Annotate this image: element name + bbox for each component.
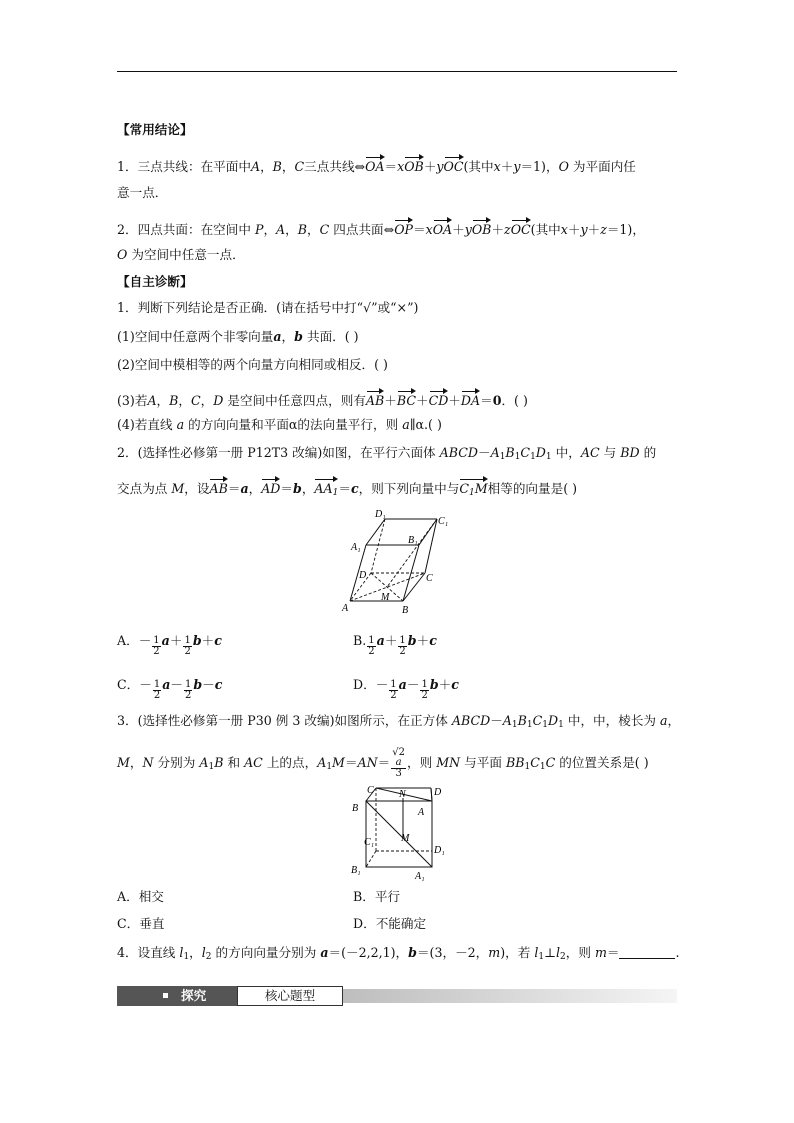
conclusion-2-line2: O 为空间中任意一点．	[117, 247, 245, 262]
q4-stem: 4．设直线 $l_1$，$l_2$ 的方向向量分别为 a＝(－2,2,1)，b＝(3，－2，m)，若 $l_1\perp l_2$，则 m＝ .	[117, 945, 680, 962]
square-bullet-icon	[163, 993, 168, 998]
label-b: B	[352, 803, 359, 814]
q3-option-b[interactable]: B．平行	[353, 889, 401, 904]
q2-stem-line1: 2．(选择性必修第一册 P12T3 改编)如图，在平行六面体 $ABCD-A_1B_1C_1D_1$ 中，AC 与 BD 的	[117, 445, 657, 462]
q3-stem-line1: 3．(选择性必修第一册 P30 例 3 改编)如图所示，在正方体 $ABCD-A_1B_1C_1D_1$ 中，中，棱长为 a，	[117, 713, 681, 730]
label-m: M	[381, 592, 390, 603]
conclusion-2-line1: 2．四点共面：在空间中 P，A，B，C 四点共面⇔OP＝xOA＋yOB＋zOC(其中x＋y＋z＝1)，	[117, 218, 692, 238]
label-a: A	[418, 807, 425, 818]
label-a1: A₁	[351, 542, 361, 553]
q2-option-b[interactable]: B. $\frac{1}{2}$ a＋ $\frac{1}{2}$ b＋c	[353, 633, 437, 657]
q3-option-a[interactable]: A．相交	[117, 889, 164, 904]
q1-item-2: (2)空间中模相等的两个向量方向相同或相反．( )	[117, 357, 388, 372]
label-a: A	[342, 603, 349, 614]
section-banner	[117, 986, 677, 1006]
label-m: M	[401, 833, 410, 844]
parallelepiped-figure	[340, 505, 460, 617]
label-n: N	[399, 789, 406, 800]
section-title-diagnosis: 【自主诊断】	[117, 274, 193, 289]
label-d1: D₁	[434, 845, 445, 856]
label-d: D	[434, 787, 442, 798]
q2-stem-line2: 交点为点 M，设AB＝a，AD＝b，$AA_1=c$，则下列向量中与$C_1M$相等的向量是( )	[117, 477, 692, 502]
q1-item-4: (4)若直线 a 的方向向量和平面α的法向量平行，则 a∥α.( )	[117, 417, 442, 432]
section-title-common: 【常用结论】	[117, 122, 193, 137]
q1-stem: 1．判断下列结论是否正确．(请在括号中打“√”或“×”)	[117, 300, 419, 315]
conclusion-1-line1: 1．三点共线：在平面中A，B，C三点共线⇔OA＝xOB＋yOC(其中x＋y＝1)，O 为平面内任	[117, 155, 692, 175]
q3-option-d[interactable]: D．不能确定	[353, 916, 427, 931]
label-b1: B₁	[408, 535, 418, 546]
q1-item-3: (3)若A，B，C，D 是空间中任意四点，则有AB＋BC＋CD＋DA＝0．( )	[117, 389, 692, 409]
label-c: C	[367, 785, 374, 796]
label-a1: A₁	[415, 871, 425, 882]
q3-option-c[interactable]: C．垂直	[117, 916, 165, 931]
label-c: C	[426, 573, 433, 584]
label-c1: C₁	[438, 516, 449, 527]
q1-item-1: (1)空间中任意两个非零向量a，b 共面．( )	[117, 329, 359, 344]
answer-blank[interactable]	[619, 946, 675, 959]
label-d: D	[359, 570, 367, 581]
label-d1: D₁	[375, 509, 386, 520]
banner-dark-tab	[117, 986, 237, 1006]
label-b1: B₁	[351, 865, 361, 876]
q2-option-a[interactable]: A．－ $\frac{1}{2}$ a＋ $\frac{1}{2}$ b＋c	[117, 633, 222, 657]
banner-left-label: 探究	[181, 988, 207, 1003]
label-c1: C₁	[364, 837, 375, 848]
q2-option-c[interactable]: C．－ $\frac{1}{2}$ a－ $\frac{1}{2}$ b－c	[117, 677, 223, 701]
q2-option-d[interactable]: D．－ $\frac{1}{2}$ a－ $\frac{1}{2}$ b＋c	[353, 677, 459, 701]
cube-figure	[346, 783, 456, 883]
conclusion-1-line2: 意一点．	[117, 185, 168, 200]
header-rule	[117, 71, 677, 72]
q3-stem-line2: M，N 分别为 $A_1B$ 和 AC 上的点，$A_1M=AN=$ √2 a 3 ，则 MN 与平面 $BB_1C_1C$ 的位置关系是( )	[117, 747, 649, 779]
label-b: B	[402, 605, 409, 616]
banner-right-label: 核心题型	[237, 986, 343, 1006]
